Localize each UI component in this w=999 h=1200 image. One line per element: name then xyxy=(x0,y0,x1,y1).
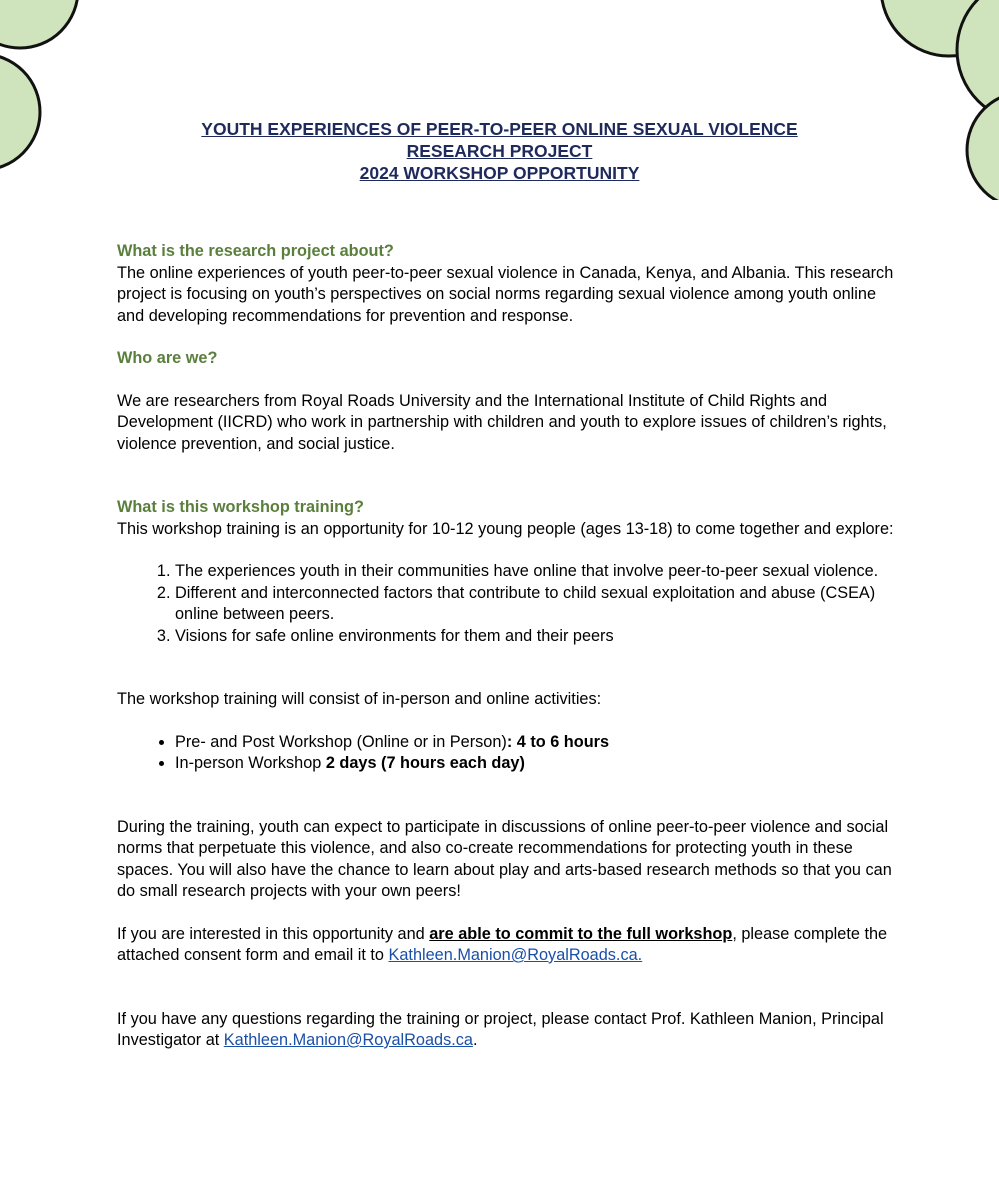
list-item: 1. The experiences youth in their communities have online that involve peer-to-peer sexual violence. xyxy=(175,561,907,583)
title-line-2: RESEARCH PROJECT xyxy=(406,141,593,161)
about-body: The online experiences of youth peer-to-peer sexual violence in Canada, Kenya, and Albania. This research project is focusing on youth’s perspectives on social norms regarding sexual violence among youth online and developing recommendations for prevention and response. xyxy=(117,263,894,325)
title-line-1: YOUTH EXPERIENCES OF PEER-TO-PEER ONLINE SEXUAL VIOLENCE xyxy=(201,119,798,139)
training-body: During the training, youth can expect to participate in discussions of online peer-to-peer violence and social norms that perpetuate this violence, and also co-create recommendations for protecting youth in these spaces. You will also have the chance to learn about play and arts-based research methods so that you can do small research projects with your own peers! xyxy=(117,817,892,900)
heading-workshop: What is this workshop training? xyxy=(117,498,364,516)
activity-1-duration: : 4 to 6 hours xyxy=(506,732,610,751)
interest-pre: If you are interested in this opportunity and xyxy=(117,924,430,943)
interest-mid: , please complete the attached consent form and email it to xyxy=(117,924,888,964)
title-line-3: 2024 WORKSHOP OPPORTUNITY xyxy=(359,163,640,183)
list-item xyxy=(175,753,907,775)
contact-pre: If you have any questions regarding the training or project, please contact Prof. Kathleen Manion, Principal Investigator at xyxy=(117,1009,884,1049)
commit-emphasis: are able to commit to the full workshop xyxy=(429,924,733,943)
contact-post: . xyxy=(472,1031,478,1049)
explore-list xyxy=(117,561,907,647)
activity-2-text: In-person Workshop xyxy=(175,754,326,772)
heading-who: Who are we? xyxy=(117,349,218,367)
list-item: 3. Visions for safe online environments for them and their peers xyxy=(175,626,907,648)
activities-list xyxy=(117,732,907,775)
document-body xyxy=(117,241,907,1052)
contact-email-link[interactable]: Kathleen.Manion@RoyalRoads.ca xyxy=(223,1031,473,1049)
activity-1-text: Pre- and Post Workshop (Online or in Person) xyxy=(175,732,507,751)
activities-intro: The workshop training will consist of in-person and online activities: xyxy=(117,690,602,708)
contact-paragraph xyxy=(117,1009,907,1052)
list-item: 2. Different and interconnected factors that contribute to child sexual exploitation and abuse (CSEA) online between peers. xyxy=(175,583,907,626)
workshop-intro: This workshop training is an opportunity for 10-12 young people (ages 13-18) to come together and explore: xyxy=(117,519,894,538)
who-body: We are researchers from Royal Roads University and the International Institute of Child Rights and Development (IICRD) who work in partnership with children and youth to explore issues of children’s rights, violence prevention, and social justice. xyxy=(117,391,887,453)
email-link[interactable]: Kathleen.Manion@RoyalRoads.ca. xyxy=(388,946,643,964)
activity-2-duration: 2 days (7 hours each day) xyxy=(325,754,525,772)
interest-paragraph xyxy=(117,924,907,967)
list-item xyxy=(175,732,907,754)
document-title xyxy=(0,118,999,184)
heading-about: What is the research project about? xyxy=(117,242,394,260)
